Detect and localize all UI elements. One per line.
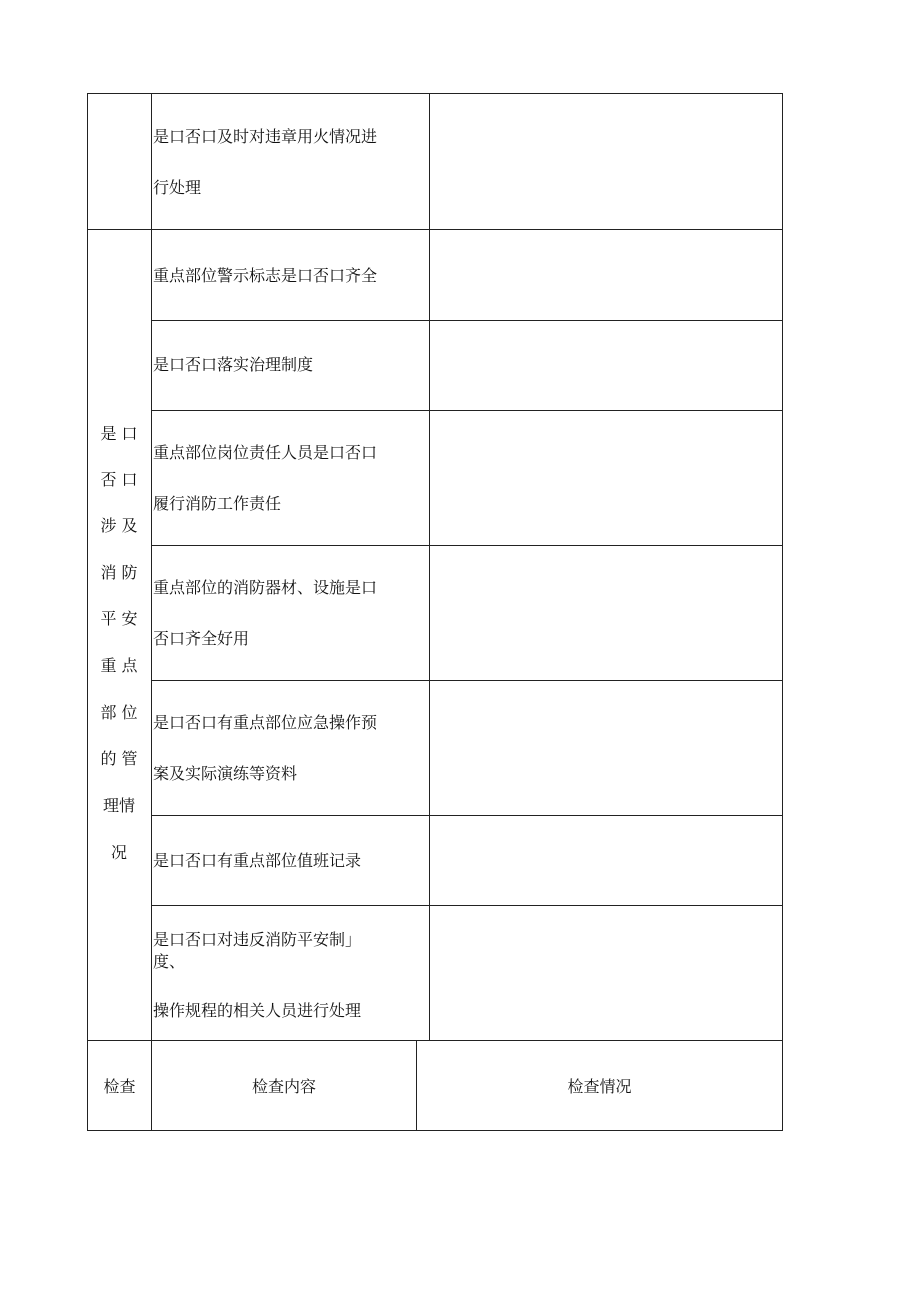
header-check-status: 检查情况 bbox=[567, 1077, 632, 1096]
category-label-line: 理情 bbox=[102, 796, 135, 815]
row-line bbox=[151, 905, 783, 906]
category-label-line: 况 bbox=[110, 843, 127, 862]
table-border-bottom bbox=[87, 1130, 783, 1131]
check-item-text: 是口否口及时对违章用火情况进 bbox=[153, 127, 378, 146]
row-line bbox=[151, 410, 783, 411]
check-item-text: 是口否口有重点部位值班记录 bbox=[153, 851, 362, 870]
category-label-line: 的 管 bbox=[100, 749, 138, 768]
row-line bbox=[87, 1040, 783, 1041]
category-label-line: 部 位 bbox=[100, 703, 138, 722]
row-line bbox=[151, 545, 783, 546]
table-border-top bbox=[87, 93, 783, 94]
category-label-line: 平 安 bbox=[100, 609, 138, 628]
category-label-line: 消 防 bbox=[100, 563, 138, 582]
check-item-text: 度、 bbox=[153, 952, 186, 971]
check-item-text: 操作规程的相关人员进行处理 bbox=[153, 1001, 362, 1020]
check-item-text: 履行消防工作责任 bbox=[153, 494, 282, 513]
check-item-text: 是口否口落实治理制度 bbox=[153, 355, 314, 374]
category-label-line: 是 口 bbox=[100, 424, 138, 443]
column-divider-1 bbox=[151, 93, 152, 1131]
check-item-text: 是口否口对违反消防平安制」 bbox=[153, 930, 362, 949]
row-line bbox=[87, 229, 783, 230]
column-divider-2 bbox=[429, 93, 430, 1040]
check-item-text: 案及实际演练等资料 bbox=[153, 764, 298, 783]
header-check-content: 检查内容 bbox=[251, 1077, 316, 1096]
table-border-right bbox=[782, 93, 783, 1131]
row-line bbox=[151, 320, 783, 321]
header-check: 检查 bbox=[103, 1077, 136, 1096]
category-label-line: 涉 及 bbox=[100, 516, 138, 535]
check-item-text: 是口否口有重点部位应急操作预 bbox=[153, 713, 378, 732]
category-label-line: 否 口 bbox=[100, 470, 138, 489]
check-item-text: 否口齐全好用 bbox=[153, 629, 250, 648]
row-line bbox=[151, 815, 783, 816]
check-item-text: 重点部位岗位责任人员是口否口 bbox=[153, 443, 378, 462]
check-item-text: 行处理 bbox=[153, 178, 202, 197]
row-line bbox=[151, 680, 783, 681]
check-item-text: 重点部位的消防器材、设施是口 bbox=[153, 578, 378, 597]
check-item-text: 重点部位警示标志是口否口齐全 bbox=[153, 266, 378, 285]
category-label-line: 重 点 bbox=[100, 656, 138, 675]
table-border-left bbox=[87, 93, 88, 1131]
